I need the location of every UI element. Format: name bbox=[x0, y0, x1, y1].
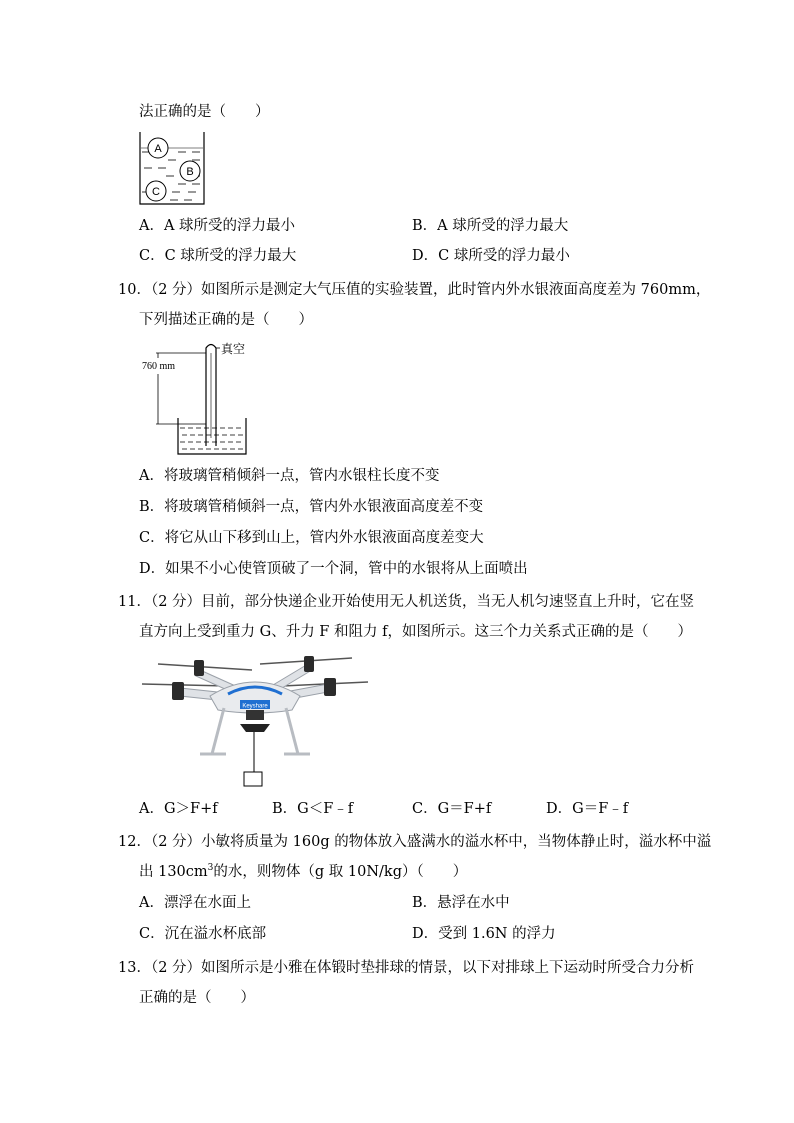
q12-volume-text: 出 130cm bbox=[139, 864, 208, 880]
q10-option-d[interactable]: D．如果不小心使管顶破了一个洞，管中的水银将从上面喷出 bbox=[139, 561, 528, 577]
q9-option-a[interactable]: A．A 球所受的浮力最小 bbox=[139, 218, 296, 234]
ball-c-label: C bbox=[152, 186, 160, 198]
q9-stem-tail: 法正确的是（ ） bbox=[139, 104, 270, 120]
q12-option-d[interactable]: D．受到 1.6N 的浮力 bbox=[412, 926, 556, 942]
q12-option-b[interactable]: B．悬浮在水中 bbox=[412, 895, 510, 911]
q11-option-b[interactable]: B．G＜F﹣f bbox=[272, 801, 354, 817]
q12-option-c[interactable]: C．沉在溢水杯底部 bbox=[139, 926, 267, 942]
q10-stem-line1: 10．（2 分）如图所示是测定大气压值的实验装置，此时管内外水银液面高度差为 760mm， bbox=[118, 282, 711, 298]
q10-option-b[interactable]: B．将玻璃管稍倾斜一点，管内外水银液面高度差不变 bbox=[139, 499, 484, 515]
q9-option-b[interactable]: B．A 球所受的浮力最大 bbox=[412, 218, 569, 234]
q9-beaker-figure bbox=[138, 130, 210, 206]
q11-stem-line1: 11．（2 分）目前，部分快递企业开始使用无人机送货，当无人机匀速竖直上升时，它在竖 bbox=[118, 594, 695, 610]
q11-drone-figure bbox=[140, 650, 370, 790]
ball-b-label: B bbox=[186, 166, 194, 178]
height-label: 760 mm bbox=[142, 361, 176, 372]
q12-volume-exponent: 3 bbox=[207, 863, 214, 874]
q9-option-d[interactable]: D．C 球所受的浮力最小 bbox=[412, 248, 570, 264]
ball-a-label: A bbox=[154, 143, 162, 155]
q10-option-c[interactable]: C．将它从山下移到山上，管内外水银液面高度差变大 bbox=[139, 530, 484, 546]
vacuum-label: 真空 bbox=[221, 342, 246, 356]
q13-stem-line1: 13．（2 分）如图所示是小雅在体锻时垫排球的情景，以下对排球上下运动时所受合力分析 bbox=[118, 960, 695, 976]
drone-brand-label: Keyshare bbox=[242, 703, 268, 710]
q12-stem-line1: 12．（2 分）小敏将质量为 160g 的物体放入盛满水的溢水杯中，当物体静止时，溢水杯中溢 bbox=[118, 834, 712, 850]
q10-stem-line2: 下列描述正确的是（ ） bbox=[139, 312, 313, 328]
q10-barometer-figure bbox=[140, 338, 270, 458]
q11-option-a[interactable]: A．G＞F+f bbox=[139, 801, 218, 817]
q12-stem-rest: 的水，则物体（g 取 10N/kg）（ ） bbox=[213, 864, 468, 880]
q11-stem-line2: 直方向上受到重力 G、升力 F 和阻力 f，如图所示。这三个力关系式正确的是（ ） bbox=[139, 624, 692, 640]
q11-option-d[interactable]: D．G＝F﹣f bbox=[546, 801, 629, 817]
q11-option-c[interactable]: C．G＝F+f bbox=[412, 801, 492, 817]
q13-stem-line2: 正确的是（ ） bbox=[139, 990, 255, 1006]
q10-option-a[interactable]: A．将玻璃管稍倾斜一点，管内水银柱长度不变 bbox=[139, 468, 440, 484]
q12-stem-line2 bbox=[139, 862, 467, 882]
q9-option-c[interactable]: C．C 球所受的浮力最大 bbox=[139, 248, 297, 264]
q12-option-a[interactable]: A．漂浮在水面上 bbox=[139, 895, 251, 911]
